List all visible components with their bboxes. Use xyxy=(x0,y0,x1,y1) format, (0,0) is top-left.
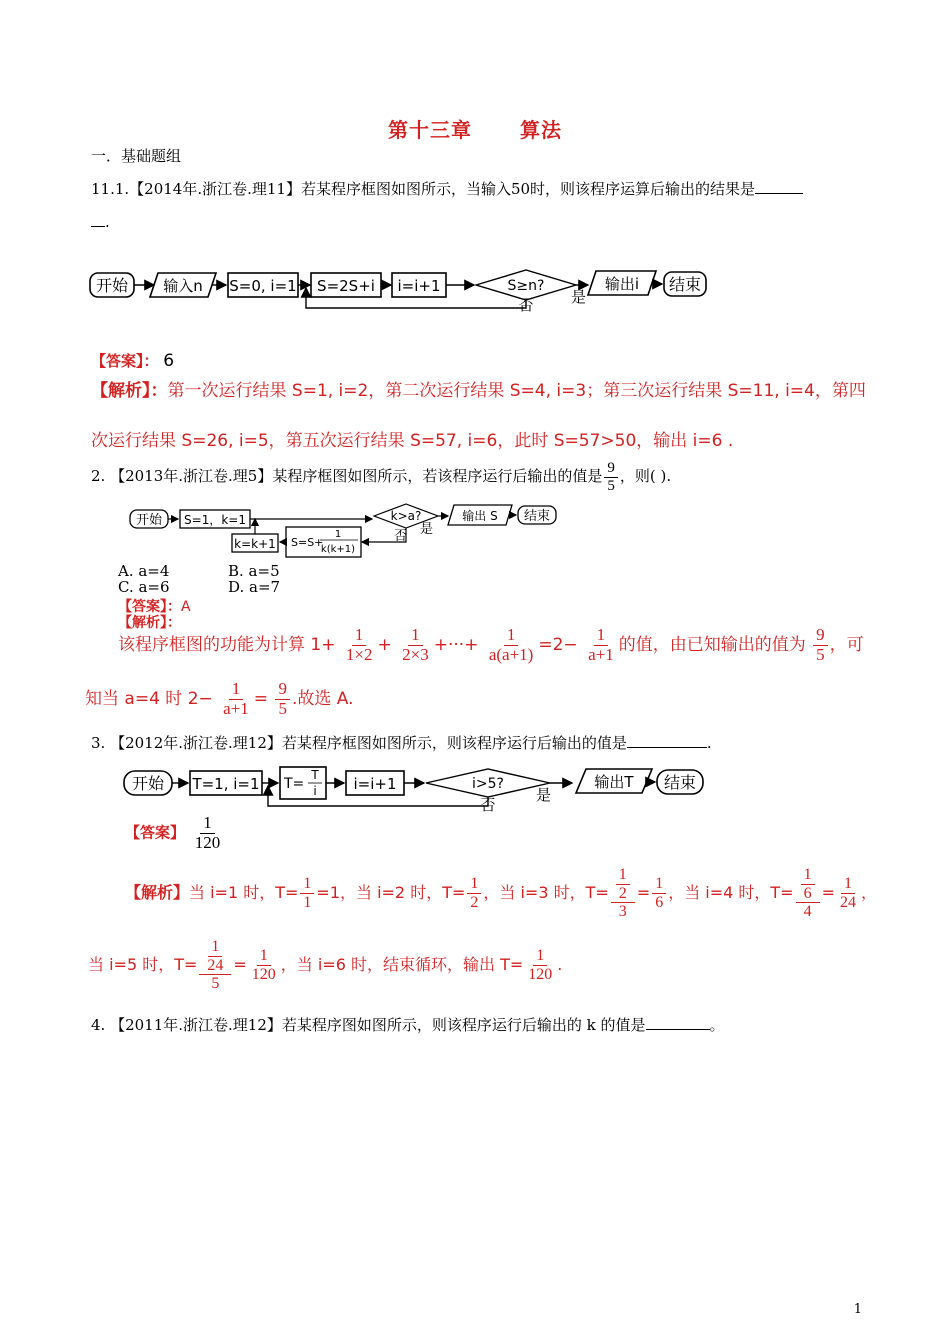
q1-flow-update-i: i=i+1 xyxy=(397,277,441,295)
q3-flow-init: T=1, i=1 xyxy=(192,775,260,793)
q2-flow-update-k: k=k+1 xyxy=(234,537,276,551)
q1-flow-init: S=0, i=1 xyxy=(229,277,297,295)
q3-flow-yes: 是 xyxy=(536,786,552,804)
q3-answer xyxy=(125,814,225,852)
q3-flow-t-num: T xyxy=(311,768,319,782)
q1-flow-no: 否 xyxy=(518,296,534,314)
q1-flow-output: 输出i xyxy=(604,275,640,293)
q1-flow-update-s: S=2S+i xyxy=(317,277,375,295)
q3-analysis-line1: 【解析】当 i=1 时，T= $\frac{1}{1}$ =1，当 i=2 时，T= $\frac{1}{2}$ ，当 i=3 时，T= $\frac{\frac{1}{2}}{3}$ = $\frac{1}{6}$ ，当 i=4 时，T= $\frac{\frac{1}{6}}{4}$ = $\frac{1}{24}$ ， xyxy=(125,866,877,921)
q3-flow-output: 输出T xyxy=(594,773,634,791)
q3-flow-update-t: T= xyxy=(284,776,305,792)
q3-flow-no: 否 xyxy=(480,796,496,814)
q2-frac-2: $\frac{1}{2\times 3}$ xyxy=(402,625,429,664)
q1-flow-cond: S≥n? xyxy=(507,278,545,294)
q1-flowchart xyxy=(88,264,728,314)
q2-option-c: C. a=6 xyxy=(118,578,170,596)
q2-flow-start: 开始 xyxy=(135,513,163,528)
q2-flow-term-num: 1 xyxy=(334,529,342,540)
q3-prompt: 3. 【2012年.浙江卷.理12】若某程序框图如图所示，则该程序运行后输出的值是 xyxy=(91,734,627,752)
q1-answer xyxy=(91,350,174,371)
q2-analysis-line1: 该程序框图的功能为计算 1+ $\frac{1}{1\times 2}$ + $\frac{1}{2\times 3}$ +···+ $\frac{1}{a(a+1)}$ =2− $\frac{1}{a+1}$ 的值，由已知输出的值为 $\frac{9}{5}$ ，可 xyxy=(118,625,864,664)
q2-frac-6: $\frac{1}{a+1}$ xyxy=(223,679,249,718)
q1-flow-start: 开始 xyxy=(95,276,129,295)
q2-flowchart xyxy=(128,502,568,564)
q2-prompt: 2. 【2013年.浙江卷.理5】某程序框图如图所示，若该程序运行后输出的值是 xyxy=(91,467,603,485)
q3-flow-t-den: i xyxy=(313,784,317,798)
q2-analysis-label: 【解析】： xyxy=(118,615,181,631)
q4-text: 4. 【2011年.浙江卷.理12】若某程序图如图所示，则该程序运行后输出的 k 的值是 。 xyxy=(91,1016,725,1034)
section-heading: 一．基础题组 xyxy=(91,147,182,165)
q2-flow-yes: 是 xyxy=(420,522,434,537)
q3-flow-start: 开始 xyxy=(131,774,165,793)
q1-analysis-line2: 次运行结果 S=26, i=5，第五次运行结果 S=57, i=6，此时 S=57>50，输出 i=6 . xyxy=(91,431,734,451)
q2-fraction: $\frac{9}{5}$ xyxy=(604,460,618,494)
q1-answer-value: 6 xyxy=(163,351,175,371)
q1-flow-end: 结束 xyxy=(668,275,702,294)
q3-flowchart xyxy=(122,764,712,814)
q2-flow-no: 否 xyxy=(394,529,408,544)
q3-flow-update-i: i=i+1 xyxy=(353,775,397,793)
q3-flow-end: 结束 xyxy=(663,773,697,792)
q2-flow-output: 输出 S xyxy=(462,509,498,523)
q1-analysis-text1: 第一次运行结果 S=1, i=2，第二次运行结果 S=4, i=3；第三次运行结果 S=11, i=4，第四 xyxy=(167,381,866,401)
q2-flow-init: S=1，k=1 xyxy=(184,513,246,527)
q2-flow-cond: k>a? xyxy=(390,509,422,523)
q2-answer-label: 【答案】： xyxy=(118,599,181,615)
q1-flow-input: 输入n xyxy=(163,277,203,295)
q2-flow-end: 结束 xyxy=(523,509,551,524)
q2-frac-5: $\frac{9}{5}$ xyxy=(813,626,828,664)
q1-analysis-line1 xyxy=(91,376,866,401)
q2-options xyxy=(118,563,280,595)
q1-blank xyxy=(755,179,803,194)
q2-flow-update-s: S=S+ xyxy=(291,536,324,549)
q4-prompt: 4. 【2011年.浙江卷.理12】若某程序图如图所示，则该程序运行后输出的 k 的值是 xyxy=(91,1016,646,1034)
title-topic: 算法 xyxy=(520,118,562,142)
q1-prompt: 11.1.【2014年.浙江卷.理11】若某程序框图如图所示，当输入50时，则该程序运算后输出的结果是 xyxy=(91,180,756,198)
q2-frac-1: $\frac{1}{1\times 2}$ xyxy=(345,625,373,664)
q2-analysis-line2: 知当 a=4 时 2− $\frac{1}{a+1}$ = $\frac{9}{5}$ .故选 A. xyxy=(85,679,354,718)
q4-blank xyxy=(646,1015,710,1030)
q2-frac-4: $\frac{1}{a+1}$ xyxy=(588,625,614,664)
q2-text xyxy=(91,460,671,494)
q2-option-a: A. a=4 xyxy=(118,562,170,580)
q3-answer-label: 【答案】 xyxy=(125,823,186,842)
q3-blank xyxy=(627,733,707,748)
q2-option-d: D. a=7 xyxy=(228,578,281,596)
q2-option-b: B. a=5 xyxy=(228,562,280,580)
q2-answer-value: A xyxy=(181,599,191,615)
q3-analysis-line2: 当 i=5 时，T= $\frac{\frac{1}{24}}{5}$ = $\frac{1}{120}$ ，当 i=6 时，结束循环，输出 T= $\frac{1}{120}$ . xyxy=(88,938,563,993)
title-chapter: 第十三章 xyxy=(388,118,472,142)
q2-frac-3: $\frac{1}{a(a+1)}$ xyxy=(488,625,534,664)
page-number: 1 xyxy=(853,1302,862,1317)
page-title xyxy=(0,114,950,143)
q1-flow-yes: 是 xyxy=(571,288,587,306)
q1-text xyxy=(91,178,803,199)
q3-text: 3. 【2012年.浙江卷.理12】若某程序框图如图所示，则该程序运行后输出的值是 . xyxy=(91,734,712,752)
q3-flow-cond: i>5? xyxy=(472,776,504,792)
q1-answer-label: 【答案】： xyxy=(91,352,159,370)
q2-flow-term-den: k(k+1) xyxy=(320,544,356,555)
q1-blank-cont: . xyxy=(91,212,110,231)
q3-analysis-label: 【解析】 xyxy=(125,882,190,902)
q2-frac-7: $\frac{9}{5}$ xyxy=(275,680,290,718)
q1-analysis-label: 【解析】： xyxy=(91,381,168,401)
q3-answer-frac: $\frac{1}{120}$ xyxy=(194,813,221,852)
q2-tail: ，则( ). xyxy=(619,467,672,485)
